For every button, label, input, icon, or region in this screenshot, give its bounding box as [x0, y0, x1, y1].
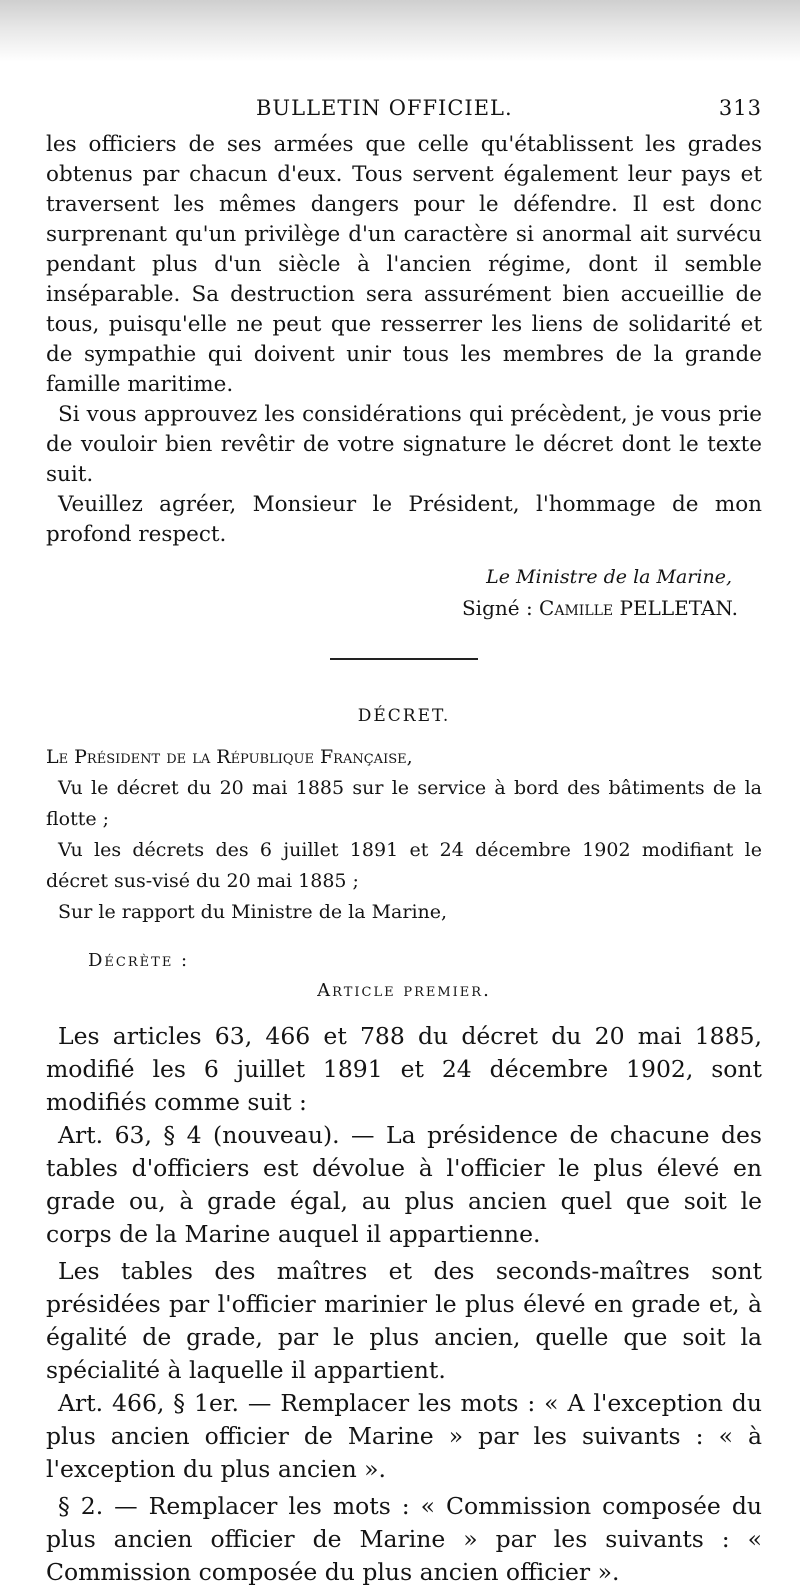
article-heading: Article premier.: [317, 980, 491, 1001]
page-header: [46, 86, 762, 130]
article-paragraph: Art. 466, § 1er. — Remplacer les mots : « A l'exception du plus ancien officier de Marine » par les suivants : « à l'exception du plus ancien ».: [46, 1389, 762, 1483]
signature-prefix: Signé :: [461, 596, 540, 620]
decree-president: Le Président de la République Française,: [46, 746, 413, 768]
report-section: [46, 130, 762, 624]
signature-title: Le Ministre de la Marine,: [486, 566, 732, 588]
article-paragraph: Art. 63, § 4 (nouveau). — La présidence de chacune des tables d'officiers est dévolue à l'officier le plus élevé en grade ou, à grade égal, au plus ancien quel que soit le corps de la Marine auquel il appartienne.: [46, 1121, 762, 1248]
scan-top-edge: [0, 0, 800, 62]
article-paragraph: Les tables des maîtres et des seconds-maîtres sont présidées par l'officier marinier le plus élevé en grade et, à égalité de grade, par le plus ancien, quelle que soit la spécialité à laquelle il appartient.: [46, 1257, 762, 1384]
section-divider: [330, 658, 478, 660]
report-paragraph: Veuillez agréer, Monsieur le Président, l'hommage de mon profond respect.: [46, 492, 762, 547]
signature-surname: PELLETAN.: [619, 596, 738, 620]
signature-firstname: Camille: [539, 596, 614, 620]
decree-preamble: [46, 742, 762, 928]
decree-decrete: Décrète :: [88, 950, 190, 971]
article-body: [46, 1020, 762, 1589]
page-number: 313: [718, 96, 762, 120]
document-page: [46, 86, 762, 1589]
article-paragraph: § 2. — Remplacer les mots : « Commission composée du plus ancien officier de Marine » par les suivants : « Commission composée du plus ancien officier ».: [46, 1492, 762, 1586]
report-paragraph: les officiers de ses armées que celle qu'établissent les grades obtenus par chacun d'eux. Tous servent également leur pays et traversent les mêmes dangers pour le défendre. Il est donc surprenant qu'un privilège d'un caractère si anormal ait survécu pendant plus d'un siècle à l'ancien régime, dont il semble inséparable. Sa destruction sera assurément bien accueillie de tous, puisqu'elle ne peut que resserrer les liens de solidarité et de sympathie qui doivent unir tous les membres de la grande famille maritime.: [46, 132, 762, 397]
running-title: BULLETIN OFFICIEL.: [256, 96, 513, 120]
signature: [46, 592, 762, 624]
decree-consideration: Sur le rapport du Ministre de la Marine,: [58, 901, 448, 923]
report-paragraph: Si vous approuvez les considérations qui précèdent, je vous prie de vouloir bien revêtir de votre signature le décret dont le texte suit.: [46, 402, 762, 487]
article-paragraph: Les articles 63, 466 et 788 du décret du 20 mai 1885, modifié les 6 juillet 1891 et 24 décembre 1902, sont modifiés comme suit :: [46, 1022, 762, 1116]
decree-consideration: Vu le décret du 20 mai 1885 sur le service à bord des bâtiments de la flotte ;: [46, 777, 762, 830]
decree-consideration: Vu les décrets des 6 juillet 1891 et 24 décembre 1902 modifiant le décret sus-visé du 20 mai 1885 ;: [46, 839, 762, 892]
decree-heading: DÉCRET.: [357, 706, 451, 726]
